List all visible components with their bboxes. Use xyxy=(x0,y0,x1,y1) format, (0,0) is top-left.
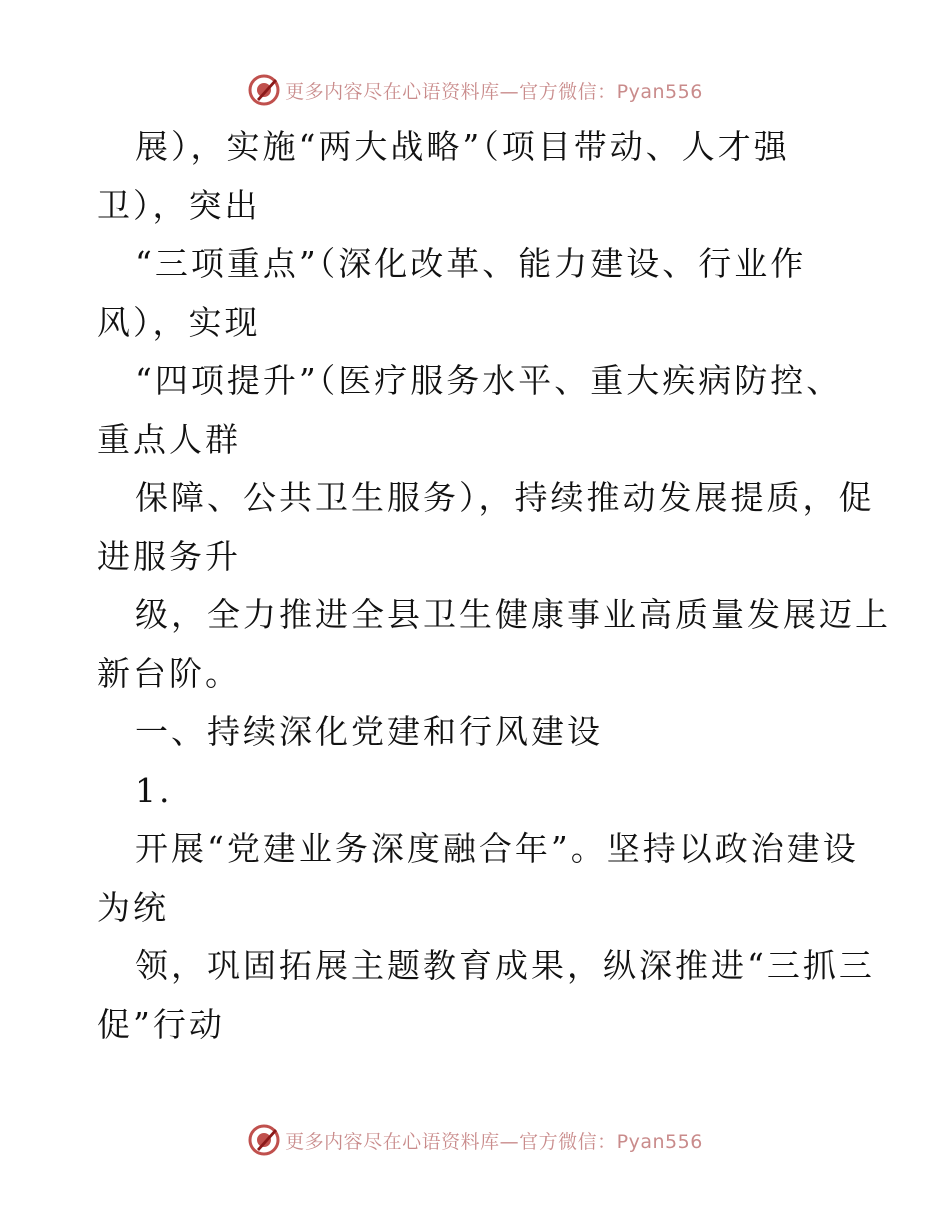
item-number: 1. xyxy=(135,770,173,810)
footer-watermark-banner xyxy=(0,1120,950,1160)
body-line: 为统 xyxy=(97,887,169,927)
body-line: 新台阶。 xyxy=(97,653,241,693)
watermark-text: 更多内容尽在心语资料库—官方微信：Pyan556 xyxy=(285,1130,703,1153)
section-heading: 一、持续深化党建和行风建设 xyxy=(135,712,603,751)
body-line: 开展“党建业务深度融合年”。坚持以政治建设 xyxy=(135,829,859,868)
body-line: 展），实施“两大战略”（项目带动、人才强 xyxy=(135,127,790,166)
body-line: 风），实现 xyxy=(97,302,261,342)
logo-icon xyxy=(247,73,281,107)
body-line: 卫），突出 xyxy=(97,185,261,225)
document-body xyxy=(97,118,897,1054)
body-line: “四项提升”（医疗服务水平、重大疾病防控、 xyxy=(135,361,843,400)
watermark-text: 更多内容尽在心语资料库—官方微信：Pyan556 xyxy=(285,80,703,103)
body-line: 重点人群 xyxy=(97,419,241,459)
body-line: 领，巩固拓展主题教育成果，纵深推进“三抓三 xyxy=(135,946,875,985)
body-line: 级，全力推进全县卫生健康事业高质量发展迈上 xyxy=(135,595,891,634)
body-line: 促”行动 xyxy=(97,1004,225,1044)
body-line: 进服务升 xyxy=(97,536,241,576)
header-watermark-banner xyxy=(0,70,950,110)
body-line: 保障、公共卫生服务），持续推动发展提质，促 xyxy=(135,478,875,517)
body-line: “三项重点”（深化改革、能力建设、行业作 xyxy=(135,244,807,283)
logo-icon xyxy=(247,1123,281,1157)
